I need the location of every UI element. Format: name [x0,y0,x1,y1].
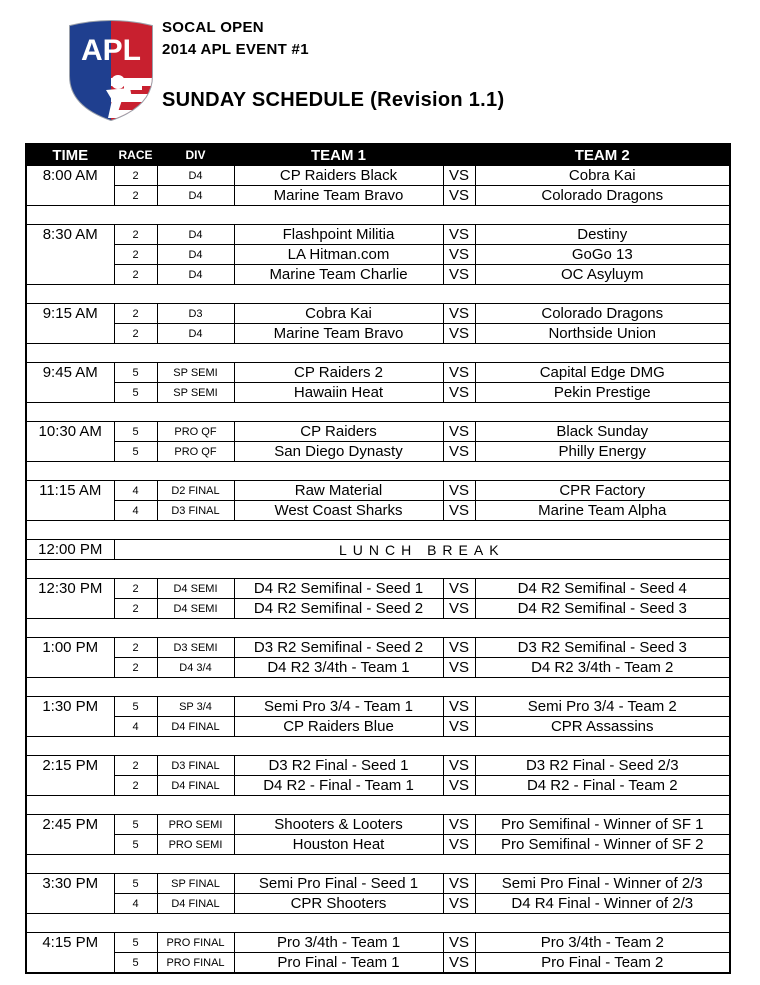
spacer-cell [114,619,157,638]
race-cell: 5 [114,815,157,835]
vs-cell: VS [443,304,475,324]
team1-cell: D4 R2 Semifinal - Seed 2 [234,599,443,619]
spacer-cell [443,344,475,363]
spacer-row [26,206,730,225]
table-row [26,186,730,206]
slot-time-continued [26,186,114,206]
spacer-cell [114,678,157,697]
vs-cell: VS [443,442,475,462]
team2-cell: Cobra Kai [475,166,730,186]
spacer-cell [234,403,443,422]
team1-cell: Flashpoint Militia [234,225,443,245]
spacer-cell [234,285,443,304]
team1-cell: CP Raiders Black [234,166,443,186]
slot-time-continued [26,599,114,619]
race-cell: 2 [114,324,157,344]
race-cell: 5 [114,933,157,953]
spacer-cell [443,619,475,638]
race-cell: 2 [114,225,157,245]
spacer-cell [475,678,730,697]
table-row [26,658,730,678]
div-cell: PRO QF [157,442,234,462]
spacer-cell [157,206,234,225]
spacer-cell [475,560,730,579]
table-row [26,383,730,403]
vs-cell: VS [443,363,475,383]
race-cell: 2 [114,599,157,619]
vs-cell: VS [443,501,475,521]
spacer-cell [234,521,443,540]
slot-time: 1:30 PM [26,697,114,717]
team2-cell: OC Asyluym [475,265,730,285]
spacer-row [26,560,730,579]
spacer-cell [157,560,234,579]
spacer-cell [443,285,475,304]
team1-cell: CP Raiders [234,422,443,442]
vs-cell: VS [443,579,475,599]
team1-cell: Houston Heat [234,835,443,855]
spacer-cell [26,462,114,481]
table-row [26,422,730,442]
team1-cell: D4 R2 Semifinal - Seed 1 [234,579,443,599]
table-header-row [26,144,730,166]
vs-cell: VS [443,481,475,501]
spacer-row [26,737,730,756]
spacer-cell [26,678,114,697]
team1-cell: Marine Team Charlie [234,265,443,285]
team1-cell: D4 R2 - Final - Team 1 [234,776,443,796]
slot-time: 12:30 PM [26,579,114,599]
vs-cell: VS [443,166,475,186]
vs-cell: VS [443,894,475,914]
team2-cell: Marine Team Alpha [475,501,730,521]
spacer-cell [234,737,443,756]
spacer-cell [157,678,234,697]
vs-cell: VS [443,225,475,245]
spacer-cell [234,206,443,225]
team1-cell: D3 R2 Semifinal - Seed 2 [234,638,443,658]
team2-cell: GoGo 13 [475,245,730,265]
vs-cell: VS [443,953,475,974]
team1-cell: D4 R2 3/4th - Team 1 [234,658,443,678]
spacer-cell [26,560,114,579]
race-cell: 2 [114,265,157,285]
div-cell: D4 SEMI [157,599,234,619]
spacer-cell [443,855,475,874]
team1-cell: Marine Team Bravo [234,324,443,344]
spacer-cell [114,403,157,422]
slot-time: 8:00 AM [26,166,114,186]
div-cell: D4 [157,186,234,206]
div-cell: D4 [157,166,234,186]
spacer-row [26,796,730,815]
table-row [26,324,730,344]
team1-cell: Pro Final - Team 1 [234,953,443,974]
table-row [26,933,730,953]
team2-cell: Destiny [475,225,730,245]
vs-cell: VS [443,835,475,855]
slot-time: 2:15 PM [26,756,114,776]
spacer-row [26,855,730,874]
table-row [26,265,730,285]
team2-cell: Pro Semifinal - Winner of SF 1 [475,815,730,835]
slot-time-continued [26,442,114,462]
table-row [26,815,730,835]
spacer-cell [114,737,157,756]
div-cell: D4 [157,225,234,245]
vs-cell: VS [443,186,475,206]
page-header [0,0,760,140]
vs-cell: VS [443,658,475,678]
team2-cell: Philly Energy [475,442,730,462]
team2-cell: Black Sunday [475,422,730,442]
team1-cell: West Coast Sharks [234,501,443,521]
table-row [26,638,730,658]
team2-cell: D4 R2 - Final - Team 2 [475,776,730,796]
race-cell: 5 [114,874,157,894]
col-header-team1: TEAM 1 [234,144,443,166]
team1-cell: Semi Pro 3/4 - Team 1 [234,697,443,717]
vs-cell: VS [443,383,475,403]
spacer-cell [26,619,114,638]
spacer-cell [114,855,157,874]
div-cell: SP FINAL [157,874,234,894]
div-cell: SP SEMI [157,363,234,383]
team2-cell: Pro Semifinal - Winner of SF 2 [475,835,730,855]
apl-logo-icon [66,18,156,122]
vs-cell: VS [443,874,475,894]
spacer-cell [475,737,730,756]
team1-cell: San Diego Dynasty [234,442,443,462]
slot-time-continued [26,894,114,914]
div-cell: PRO QF [157,422,234,442]
team2-cell: Colorado Dragons [475,304,730,324]
race-cell: 2 [114,579,157,599]
slot-time-continued [26,835,114,855]
div-cell: PRO SEMI [157,835,234,855]
team1-cell: Hawaiin Heat [234,383,443,403]
vs-cell: VS [443,756,475,776]
div-cell: D3 FINAL [157,501,234,521]
vs-cell: VS [443,815,475,835]
team2-cell: Capital Edge DMG [475,363,730,383]
table-row [26,166,730,186]
spacer-cell [114,521,157,540]
spacer-cell [26,914,114,933]
slot-time: 8:30 AM [26,225,114,245]
team2-cell: Pro 3/4th - Team 2 [475,933,730,953]
div-cell: D2 FINAL [157,481,234,501]
slot-time-continued [26,658,114,678]
table-row [26,481,730,501]
event-subtitle: 2014 APL EVENT #1 [162,41,309,58]
col-header-time: TIME [26,144,114,166]
spacer-cell [443,521,475,540]
spacer-cell [26,855,114,874]
slot-time-continued [26,501,114,521]
div-cell: D3 FINAL [157,756,234,776]
team2-cell: Pekin Prestige [475,383,730,403]
spacer-cell [157,462,234,481]
schedule-body [26,166,730,974]
div-cell: PRO SEMI [157,815,234,835]
div-cell: PRO FINAL [157,933,234,953]
table-row [26,363,730,383]
vs-cell: VS [443,599,475,619]
slot-time: 10:30 AM [26,422,114,442]
spacer-cell [157,619,234,638]
race-cell: 2 [114,245,157,265]
spacer-cell [443,737,475,756]
slot-time: 9:45 AM [26,363,114,383]
spacer-cell [234,619,443,638]
team2-cell: D4 R2 Semifinal - Seed 4 [475,579,730,599]
spacer-cell [26,285,114,304]
team2-cell: CPR Factory [475,481,730,501]
div-cell: D4 3/4 [157,658,234,678]
spacer-cell [475,796,730,815]
team2-cell: CPR Assassins [475,717,730,737]
spacer-cell [26,521,114,540]
table-row [26,599,730,619]
spacer-cell [26,403,114,422]
table-row [26,953,730,974]
spacer-row [26,619,730,638]
spacer-cell [475,344,730,363]
table-row [26,776,730,796]
spacer-cell [157,285,234,304]
spacer-cell [26,796,114,815]
slot-time: 2:45 PM [26,815,114,835]
race-cell: 2 [114,658,157,678]
div-cell: D4 [157,324,234,344]
race-cell: 5 [114,363,157,383]
spacer-cell [443,206,475,225]
team2-cell: D4 R2 Semifinal - Seed 3 [475,599,730,619]
spacer-cell [234,855,443,874]
slot-time-continued [26,265,114,285]
team2-cell: Semi Pro Final - Winner of 2/3 [475,874,730,894]
div-cell: D4 FINAL [157,717,234,737]
team2-cell: D3 R2 Semifinal - Seed 3 [475,638,730,658]
vs-cell: VS [443,776,475,796]
spacer-row [26,914,730,933]
div-cell: SP 3/4 [157,697,234,717]
spacer-cell [443,403,475,422]
team1-cell: Semi Pro Final - Seed 1 [234,874,443,894]
slot-time: 11:15 AM [26,481,114,501]
col-header-team2: TEAM 2 [475,144,730,166]
race-cell: 4 [114,894,157,914]
table-row [26,442,730,462]
table-row [26,697,730,717]
spacer-cell [475,403,730,422]
team1-cell: D3 R2 Final - Seed 1 [234,756,443,776]
spacer-cell [157,796,234,815]
div-cell: D4 [157,265,234,285]
team2-cell: Northside Union [475,324,730,344]
spacer-cell [475,285,730,304]
team1-cell: CPR Shooters [234,894,443,914]
team2-cell: Semi Pro 3/4 - Team 2 [475,697,730,717]
team1-cell: Shooters & Looters [234,815,443,835]
table-row [26,835,730,855]
page-title: SUNDAY SCHEDULE (Revision 1.1) [162,89,505,111]
spacer-cell [443,914,475,933]
table-row [26,245,730,265]
spacer-cell [475,521,730,540]
team2-cell: D4 R4 Final - Winner of 2/3 [475,894,730,914]
table-row [26,894,730,914]
spacer-cell [157,855,234,874]
team1-cell: Cobra Kai [234,304,443,324]
spacer-cell [114,344,157,363]
spacer-cell [157,344,234,363]
div-cell: SP SEMI [157,383,234,403]
div-cell: D3 [157,304,234,324]
spacer-cell [443,678,475,697]
spacer-cell [475,206,730,225]
spacer-cell [234,914,443,933]
spacer-cell [234,344,443,363]
div-cell: D4 FINAL [157,776,234,796]
team1-cell: CP Raiders 2 [234,363,443,383]
race-cell: 5 [114,697,157,717]
spacer-row [26,678,730,697]
spacer-cell [114,285,157,304]
spacer-cell [475,619,730,638]
slot-time: 4:15 PM [26,933,114,953]
table-row [26,304,730,324]
spacer-cell [157,403,234,422]
spacer-cell [157,914,234,933]
spacer-row [26,403,730,422]
spacer-cell [475,462,730,481]
spacer-cell [26,344,114,363]
race-cell: 2 [114,638,157,658]
col-header-vs [443,144,475,166]
div-cell: D3 SEMI [157,638,234,658]
spacer-cell [443,796,475,815]
slot-time-continued [26,324,114,344]
vs-cell: VS [443,422,475,442]
race-cell: 2 [114,166,157,186]
team1-cell: CP Raiders Blue [234,717,443,737]
team2-cell: D4 R2 3/4th - Team 2 [475,658,730,678]
race-cell: 4 [114,501,157,521]
spacer-cell [114,914,157,933]
div-cell: D4 [157,245,234,265]
race-cell: 2 [114,186,157,206]
spacer-cell [443,462,475,481]
race-cell: 4 [114,481,157,501]
slot-time: 1:00 PM [26,638,114,658]
spacer-cell [475,914,730,933]
vs-cell: VS [443,245,475,265]
race-cell: 5 [114,835,157,855]
vs-cell: VS [443,265,475,285]
slot-time-continued [26,383,114,403]
slot-time-continued [26,776,114,796]
spacer-cell [234,462,443,481]
table-row [26,756,730,776]
team1-cell: Raw Material [234,481,443,501]
team2-cell: Pro Final - Team 2 [475,953,730,974]
spacer-row [26,462,730,481]
vs-cell: VS [443,933,475,953]
vs-cell: VS [443,324,475,344]
spacer-row [26,344,730,363]
col-header-div: DIV [157,144,234,166]
race-cell: 5 [114,422,157,442]
lunch-row [26,540,730,560]
slot-time-continued [26,245,114,265]
race-cell: 5 [114,953,157,974]
spacer-row [26,285,730,304]
race-cell: 5 [114,383,157,403]
team1-cell: LA Hitman.com [234,245,443,265]
race-cell: 2 [114,304,157,324]
team2-cell: Colorado Dragons [475,186,730,206]
spacer-cell [443,560,475,579]
vs-cell: VS [443,717,475,737]
spacer-cell [157,521,234,540]
event-name: SOCAL OPEN [162,19,264,36]
div-cell: D4 FINAL [157,894,234,914]
spacer-cell [234,560,443,579]
race-cell: 2 [114,756,157,776]
race-cell: 4 [114,717,157,737]
slot-time: 3:30 PM [26,874,114,894]
table-row [26,225,730,245]
col-header-race: RACE [114,144,157,166]
vs-cell: VS [443,697,475,717]
team1-cell: Pro 3/4th - Team 1 [234,933,443,953]
spacer-cell [26,737,114,756]
spacer-cell [114,796,157,815]
spacer-cell [157,737,234,756]
lunch-label: LUNCH BREAK [114,540,730,560]
team1-cell: Marine Team Bravo [234,186,443,206]
spacer-cell [114,206,157,225]
slot-time-continued [26,717,114,737]
race-cell: 2 [114,776,157,796]
slot-time: 9:15 AM [26,304,114,324]
div-cell: D4 SEMI [157,579,234,599]
spacer-cell [234,796,443,815]
spacer-cell [234,678,443,697]
table-row [26,717,730,737]
spacer-cell [475,855,730,874]
schedule-table [25,143,731,974]
spacer-cell [26,206,114,225]
race-cell: 5 [114,442,157,462]
vs-cell: VS [443,638,475,658]
spacer-cell [114,462,157,481]
div-cell: PRO FINAL [157,953,234,974]
table-row [26,579,730,599]
spacer-cell [114,560,157,579]
slot-time-continued [26,953,114,974]
table-row [26,501,730,521]
spacer-row [26,521,730,540]
team2-cell: D3 R2 Final - Seed 2/3 [475,756,730,776]
lunch-time: 12:00 PM [26,540,114,560]
logo-text: APL [81,34,141,67]
table-row [26,874,730,894]
